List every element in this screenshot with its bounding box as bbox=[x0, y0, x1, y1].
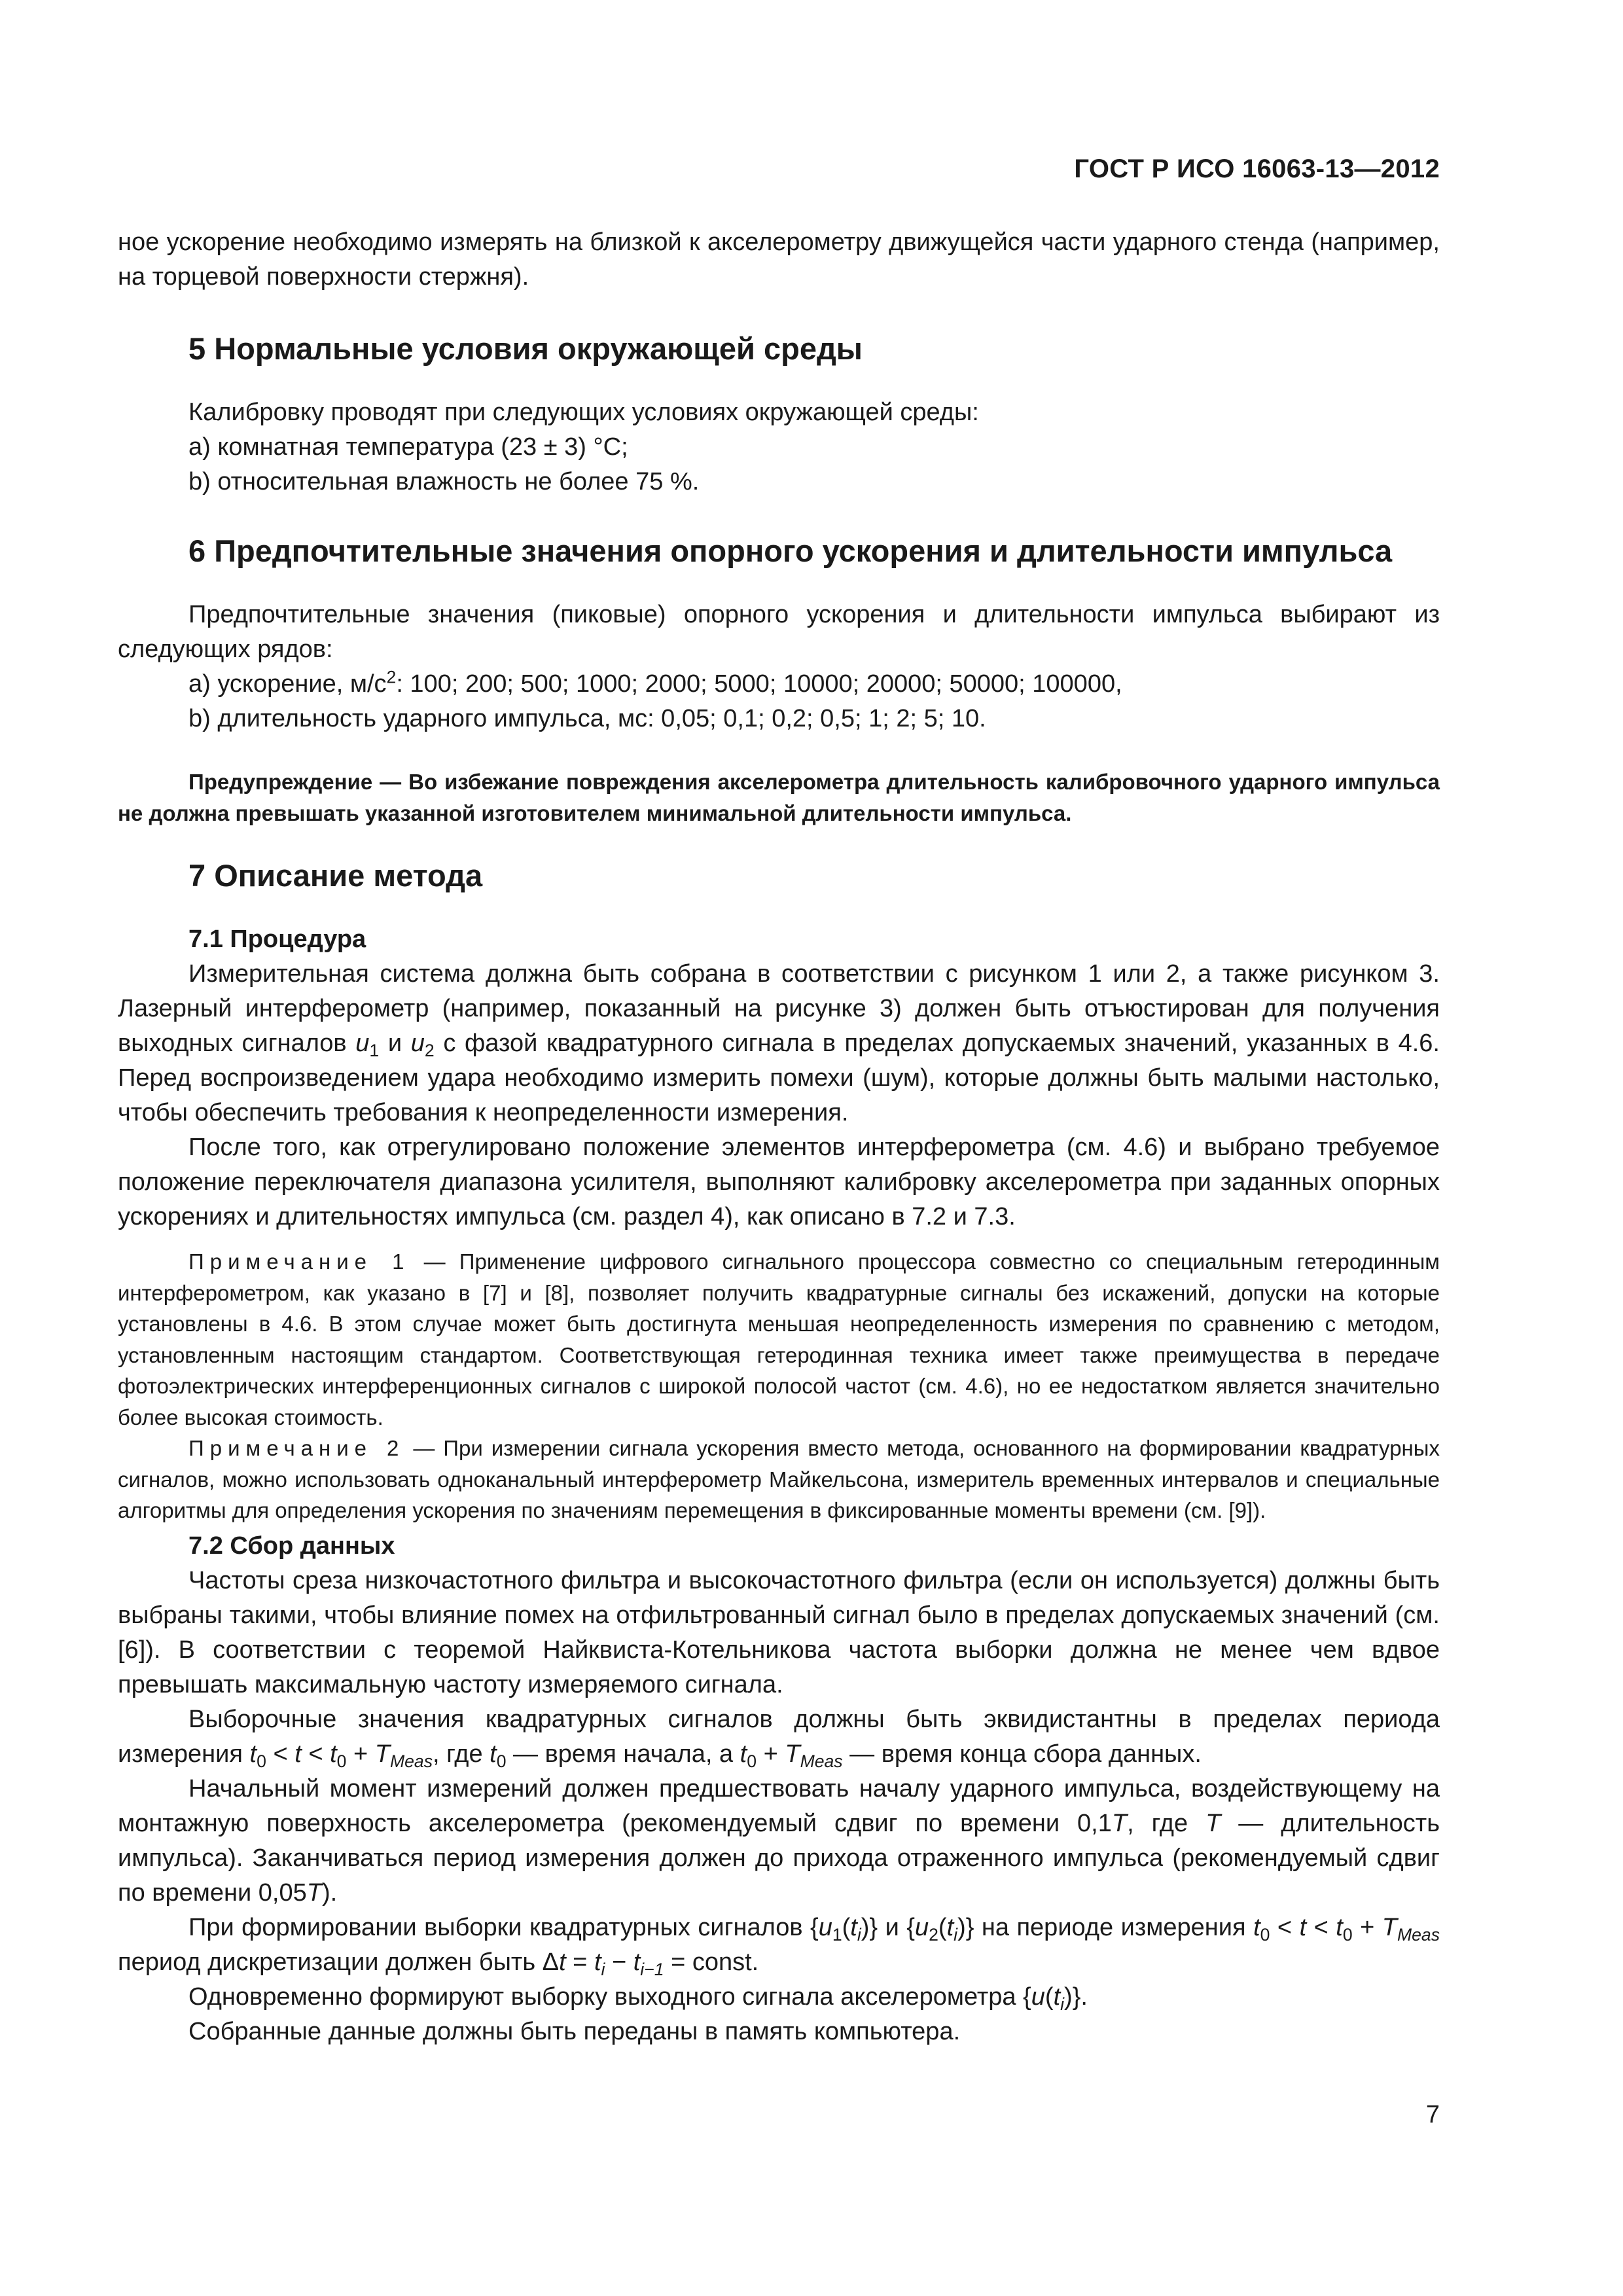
section-6-item-a: a) ускорение, $м/с^2$: 100; 200; 500; 1000; 2000; 5000; 10000; 20000; 50000; 100000, bbox=[188, 667, 1122, 698]
section-6-lead: Предпочтительные значения (пиковые) опорного ускорения и длительности импульса выбирают из следующих рядов: bbox=[118, 601, 1440, 663]
data-paragraph-1: Частоты среза низкочастотного фильтра и высокочастотного фильтра (если он используется) должны быть выбраны такими, чтобы влияние помех на отфильтрованный сигнал было в пределах допускаемых значений (см. [6]). В соответствии с теоремой Найквиста-Котельникова частота выборки должна не менее чем вдвое превышать максимальную частоту измеряемого сигнала. bbox=[118, 1566, 1440, 1698]
subsection-7-2-title: 7.2 Сбор данных bbox=[188, 1532, 395, 1560]
procedure-paragraph-2: После того, как отрегулировано положение элементов интерферометра (см. 4.6) и выбрано требуемое положение переключателя диапазона усилителя, выполняют калибровку акселерометра при заданных опорных ускорениях и длительностях импульса (см. раздел 4), как описано в 7.2 и 7.3. bbox=[118, 1134, 1440, 1230]
note-2: Примечание 2 — При измерении сигнала ускорения вместо метода, основанного на формировании квадратурных сигналов, можно использовать одноканальный интерферометр Майкельсона, измеритель временных интервалов и специальные алгоритмы для определения ускорения по значениям перемещения в фиксированные моменты времени (см. [9]). bbox=[118, 1436, 1440, 1522]
intro-paragraph: ное ускорение необходимо измерять на близкой к акселерометру движущейся части ударного стенда (например, на торцевой поверхности стержня). bbox=[118, 228, 1440, 291]
warning-text: Предупреждение — Во избежание повреждения акселерометра длительность калибровочного ударного импульса не должна превышать указанной изготовителем минимальной длительности импульса. bbox=[118, 770, 1440, 825]
page-content bbox=[118, 225, 1440, 2049]
note-1: Примечание 1 — Применение цифрового сигнального процессора совместно со специальным гетеродинным интерферометром, как указано в [7] и [8], позволяет получить квадратурные сигналы без искажений, допуски на которые установлены в 4.6. В этом случае может быть достигнута меньшая неопределенность измерения по сравнению с методом, установленным настоящим стандартом. Соответствующая гетеродинная техника имеет также преимущества в передаче фотоэлектрических интерференционных сигналов с широкой полосой частот (см. 4.6), но ее недостатком является значительно более высокая стоимость. bbox=[118, 1249, 1440, 1429]
page-header: ГОСТ Р ИСО 16063-13—2012 bbox=[1074, 154, 1440, 183]
section-5-item-b: b) относительная влажность не более 75 %. bbox=[188, 468, 700, 495]
data-paragraph-3: Начальный момент измерений должен предшествовать началу ударного импульса, воздействующему на монтажную поверхность акселерометра (рекомендуемый сдвиг по времени 0,1T, где T — длительность импульса). Заканчиваться период измерения должен до прихода отраженного импульса (рекомендуемый сдвиг по времени 0,05T). bbox=[118, 1774, 1440, 1907]
data-paragraph-5: Одновременно формируют выборку выходного сигнала акселерометра $\{u(t_i)\}$. bbox=[188, 1982, 1088, 2014]
section-5-title: 5 Нормальные условия окружающей среды bbox=[188, 331, 863, 366]
section-6-item-b: b) длительность ударного импульса, мс: 0,05; 0,1; 0,2; 0,5; 1; 2; 5; 10. bbox=[188, 705, 986, 732]
data-paragraph-4: При формировании выборки квадратурных сигналов $\{u_1(t_i)\}$ и $\{u_2(t_i)\}$ на периоде измерения $t_0 < t < t_0 + T_{Meas}$ период дискретизации должен быть $\Delta t = t_i - t_{i-1}$ = const. bbox=[118, 1913, 1440, 1979]
section-5-item-a: a) комнатная температура (23 ± 3) °С; bbox=[188, 433, 628, 461]
page-number: 7 bbox=[1425, 2101, 1440, 2128]
subsection-7-1-title: 7.1 Процедура bbox=[188, 925, 366, 953]
data-paragraph-6: Собранные данные должны быть переданы в память компьютера. bbox=[188, 2017, 961, 2045]
section-7-title: 7 Описание метода bbox=[188, 858, 483, 893]
data-paragraph-2: Выборочные значения квадратурных сигналов должны быть эквидистантны в пределах периода измерения $t_0 < t < t_0 + T_{Meas}$, где $t_0$ — время начала, а $t_0 + T_{Meas}$ — время конца сбора данных. bbox=[118, 1705, 1440, 1771]
procedure-paragraph-1: Измерительная система должна быть собрана в соответствии с рисунком 1 или 2, а также рисунком 3. Лазерный интерферометр (например, показанный на рисунке 3) должен быть отъюстирован для получения выходных сигналов $u_1$ и $u_2$ с фазой квадратурного сигнала в пределах допускаемых значений, указанных в 4.6. Перед воспроизведением удара необходимо измерить помехи (шум), которые должны быть малыми настолько, чтобы обеспечить требования к неопределенности измерения. bbox=[118, 960, 1440, 1126]
section-5-lead: Калибровку проводят при следующих условиях окружающей среды: bbox=[188, 399, 979, 426]
section-6-title: 6 Предпочтительные значения опорного ускорения и длительности импульса bbox=[188, 533, 1393, 568]
